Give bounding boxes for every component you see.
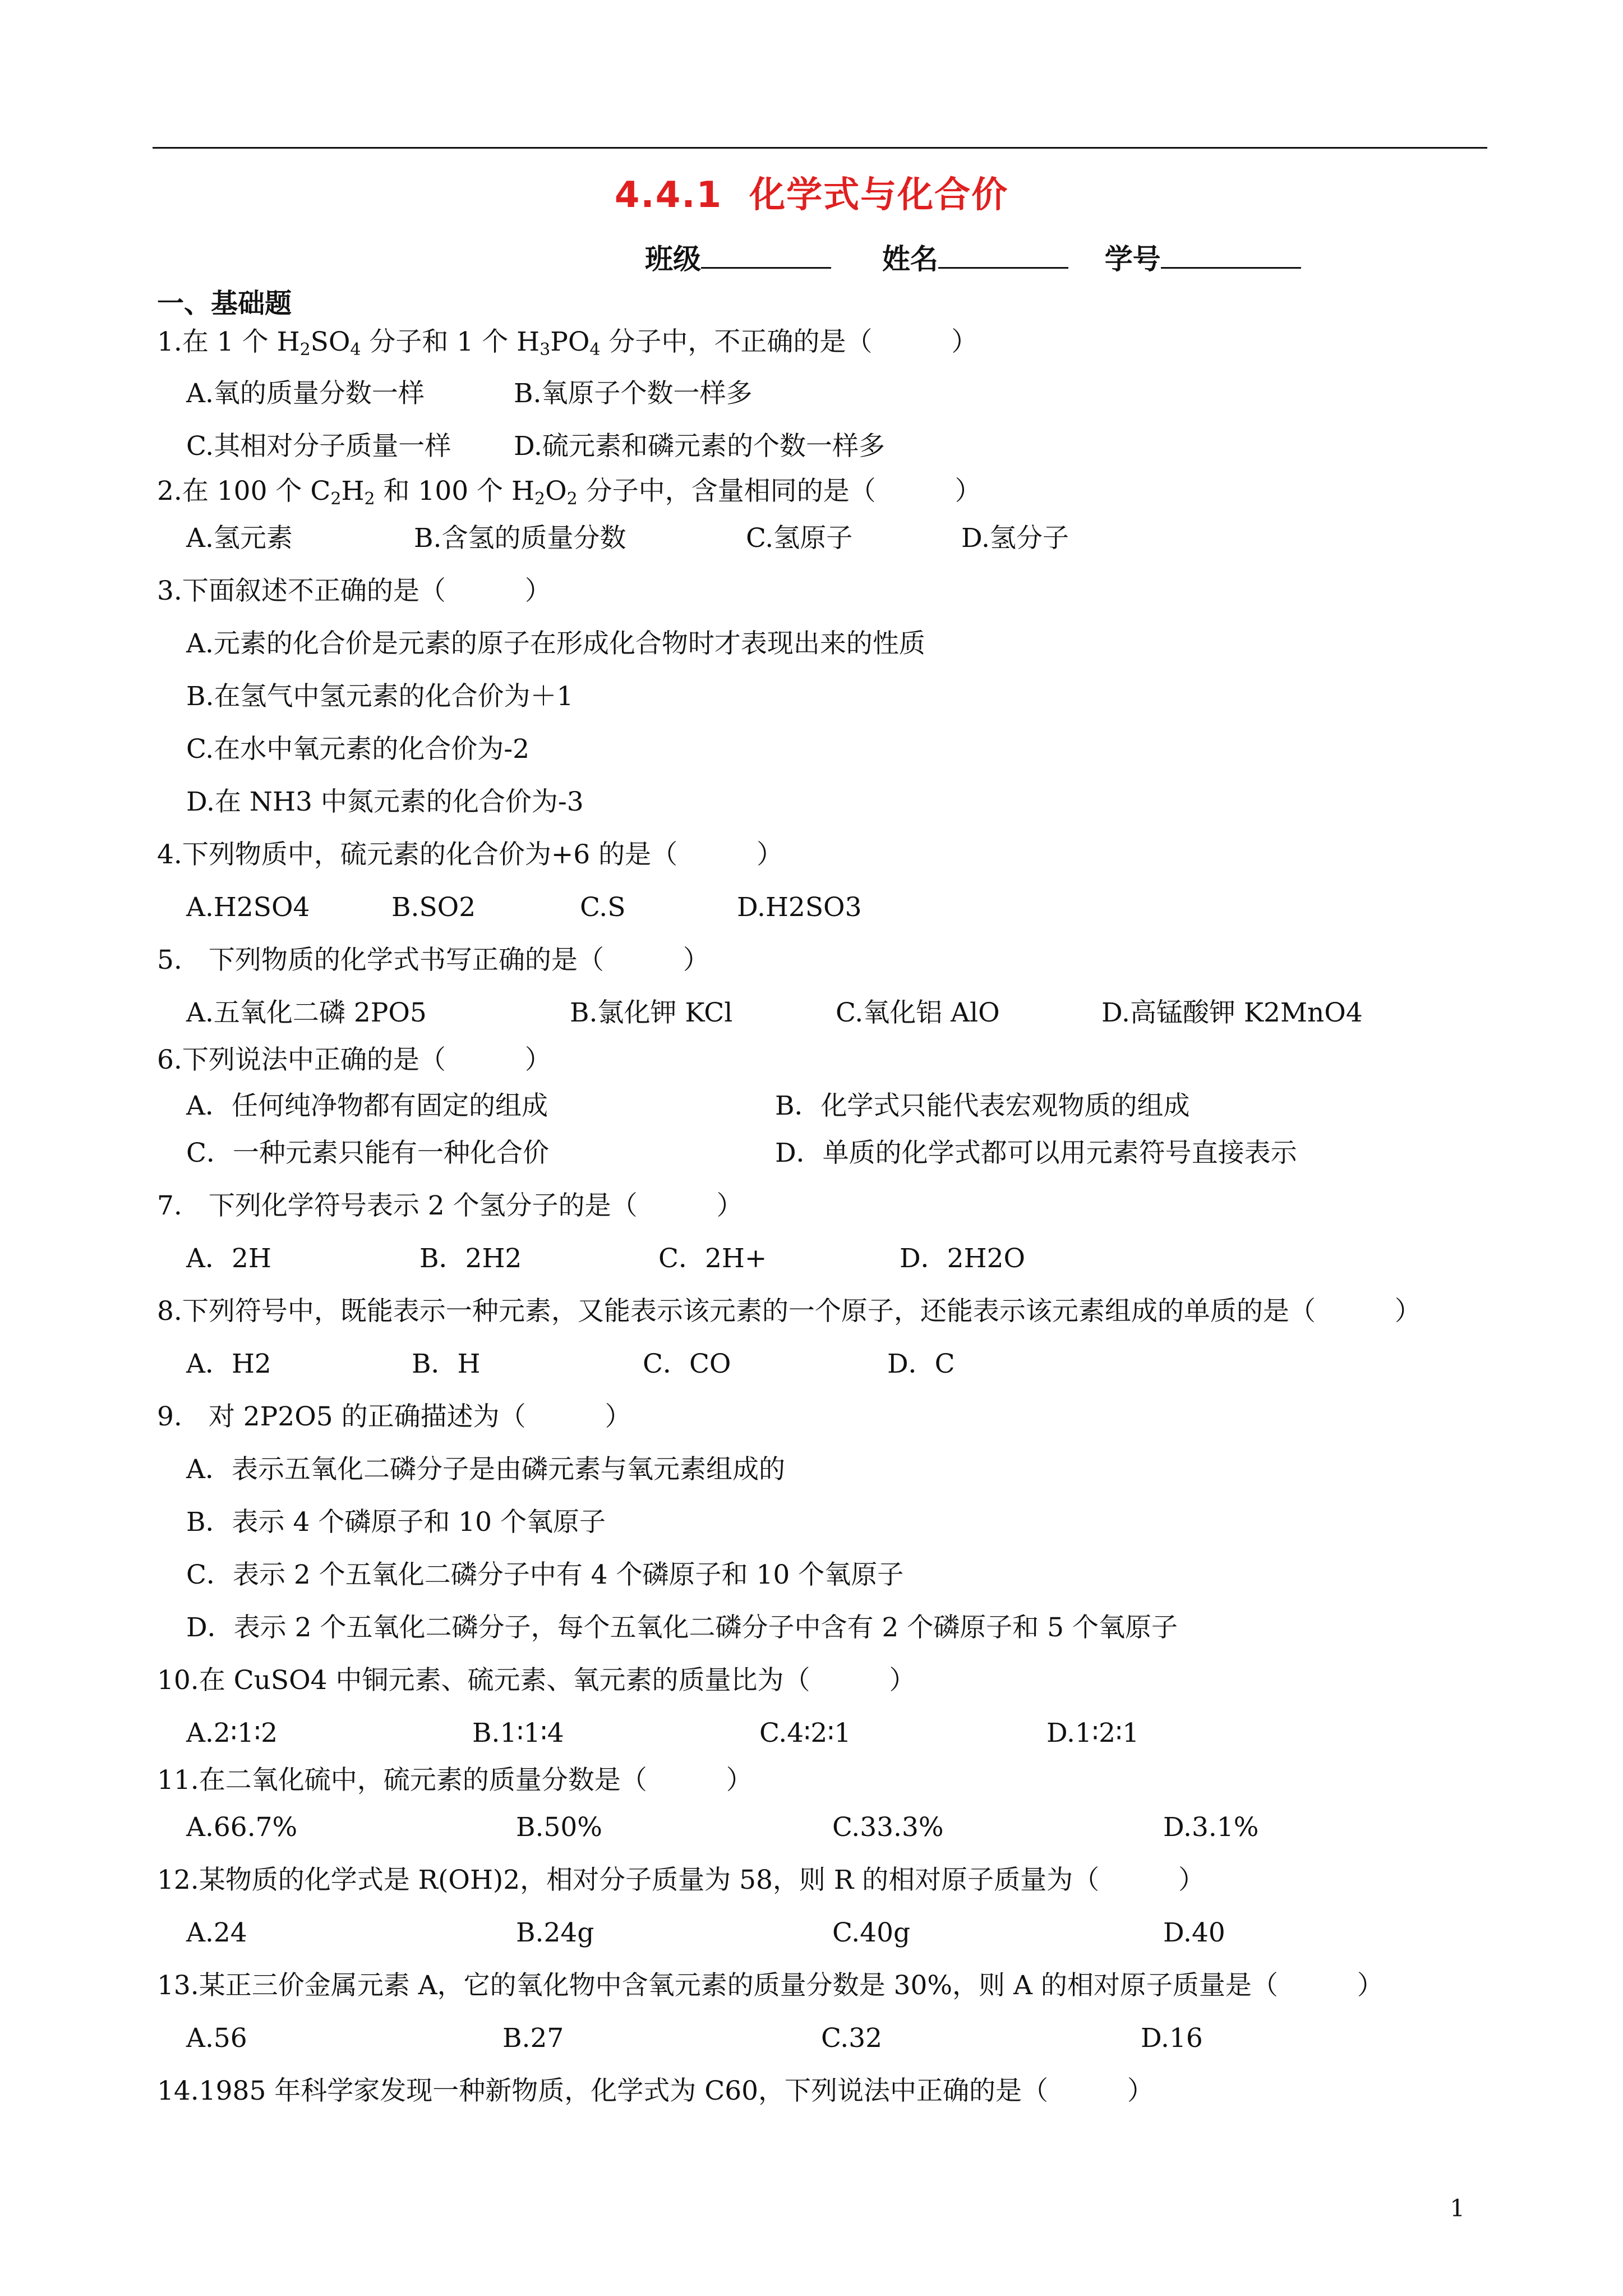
option-c[interactable]: C．CO [643, 1349, 731, 1379]
option-row [157, 996, 1503, 1030]
header-rule [153, 147, 1487, 149]
option-d[interactable]: D.16 [1141, 2023, 1203, 2054]
title-text: 化学式与化合价 [749, 174, 1009, 216]
title-number: 4.4.1 [614, 174, 723, 216]
option-a[interactable]: A.2∶1∶2 [186, 1718, 278, 1749]
name-blank[interactable] [938, 242, 1068, 269]
option-a[interactable]: A．2H [186, 1243, 271, 1274]
option-b[interactable]: B.氧原子个数一样多 [514, 378, 753, 409]
option-a[interactable]: A．任何纯净物都有固定的组成 [186, 1091, 548, 1121]
option-d[interactable]: D.H2SO3 [737, 892, 862, 923]
option-b[interactable]: B.氯化钾 KCl [570, 997, 733, 1028]
option-c[interactable]: C.在水中氧元素的化合价为-2 [186, 734, 530, 765]
student-id-blank[interactable] [1161, 242, 1301, 269]
option-c[interactable]: C.4∶2∶1 [759, 1718, 851, 1749]
option-a[interactable]: A．H2 [186, 1349, 271, 1379]
option-a[interactable]: A.H2SO4 [186, 892, 310, 923]
option-d[interactable]: D.硫元素和磷元素的个数一样多 [514, 431, 885, 462]
page-title [0, 166, 1623, 218]
option-c[interactable]: C.32 [821, 2023, 883, 2054]
option-row [157, 522, 1503, 555]
option-b[interactable]: B．H [412, 1349, 481, 1379]
option-c[interactable]: C.氢原子 [746, 523, 853, 554]
option-d[interactable]: D.高锰酸钾 K2MnO4 [1101, 997, 1363, 1028]
option-row [157, 1242, 1503, 1276]
option-c[interactable]: C．表示 2 个五氧化二磷分子中有 4 个磷原子和 10 个氧原子 [186, 1559, 904, 1590]
option-c[interactable]: C.S [580, 892, 626, 923]
option-row [157, 430, 1503, 463]
option-b[interactable]: B.含氢的质量分数 [414, 523, 626, 554]
option-a[interactable]: A.元素的化合价是元素的原子在形成化合物时才表现出来的性质 [186, 628, 925, 659]
option-b[interactable]: B．化学式只能代表宏观物质的组成 [775, 1091, 1190, 1121]
option-b[interactable]: B．表示 4 个磷原子和 10 个氧原子 [186, 1507, 606, 1538]
class-label: 班级 [645, 243, 701, 275]
question-stem: 7. 下列化学符号表示 2 个氢分子的是（ ） [157, 1190, 743, 1221]
question-list [157, 325, 1503, 2108]
option-a[interactable]: A.五氧化二磷 2PO5 [186, 997, 427, 1028]
question-stem: 8.下列符号中，既能表示一种元素，又能表示该元素的一个原子，还能表示该元素组成的单质的是（ ） [157, 1296, 1421, 1327]
option-c[interactable]: C.其相对分子质量一样 [186, 431, 451, 462]
option-row [157, 1137, 1503, 1170]
option-c[interactable]: C.33.3% [832, 1812, 944, 1843]
option-a[interactable]: A.24 [186, 1917, 247, 1948]
question-stem: 4.下列物质中，硫元素的化合价为+6 的是（ ） [157, 839, 783, 870]
option-c[interactable]: C．一种元素只能有一种化合价 [186, 1138, 549, 1168]
option-c[interactable]: C．2H+ [658, 1243, 767, 1274]
option-row [157, 377, 1503, 411]
option-b[interactable]: B．2H2 [419, 1243, 522, 1274]
option-a[interactable]: A．表示五氧化二磷分子是由磷元素与氧元素组成的 [186, 1454, 785, 1485]
section-title: 一、基础题 [157, 288, 292, 319]
option-a[interactable]: A.66.7% [186, 1812, 298, 1843]
question-stem: 10.在 CuSO4 中铜元素、硫元素、氧元素的质量比为（ ） [157, 1665, 916, 1696]
option-d[interactable]: D.3.1% [1163, 1812, 1259, 1843]
page-number: 1 [1450, 2194, 1465, 2222]
question-stem: 13.某正三价金属元素 A，它的氧化物中含氧元素的质量分数是 30%，则 A 的相对原子质量是（ ） [157, 1970, 1384, 2001]
option-a[interactable]: A.56 [186, 2023, 247, 2054]
option-d[interactable]: D．单质的化学式都可以用元素符号直接表示 [775, 1138, 1297, 1168]
option-row [157, 1811, 1503, 1844]
option-a[interactable]: A.氧的质量分数一样 [186, 378, 425, 409]
option-a[interactable]: A.氢元素 [186, 523, 293, 554]
option-row [157, 891, 1503, 924]
option-d[interactable]: D．表示 2 个五氧化二磷分子，每个五氧化二磷分子中含有 2 个磷原子和 5 个氧原子 [186, 1612, 1178, 1643]
student-info-line [645, 237, 1301, 277]
option-b[interactable]: B.SO2 [391, 892, 476, 923]
question-stem: 1.在 1 个 $H_2SO_4$ 分子和 1 个 $H_3PO_4$ 分子中，不正确的是（ ） [157, 326, 978, 360]
option-b[interactable]: B.27 [502, 2023, 564, 2054]
question-stem: 14.1985 年科学家发现一种新物质，化学式为 C60，下列说法中正确的是（ ） [157, 2076, 1154, 2106]
question-stem: 11.在二氧化硫中，硫元素的质量分数是（ ） [157, 1765, 753, 1796]
option-b[interactable]: B.在氢气中氢元素的化合价为＋1 [186, 681, 574, 712]
option-d[interactable]: D.1∶2∶1 [1046, 1718, 1140, 1749]
option-d[interactable]: D.在 NH3 中氮元素的化合价为-3 [186, 786, 584, 817]
question-stem: 2.在 100 个 $C_2H_2$ 和 100 个 $H_2O_2$ 分子中，含量相同的是（ ） [157, 476, 981, 509]
option-d[interactable]: D．C [887, 1349, 955, 1379]
option-b[interactable]: B.1∶1∶4 [472, 1718, 564, 1749]
option-c[interactable]: C.氧化铝 AlO [836, 997, 1000, 1028]
question-stem: 5. 下列物质的化学式书写正确的是（ ） [157, 945, 709, 976]
option-d[interactable]: D．2H2O [900, 1243, 1026, 1274]
student-id-label: 学号 [1104, 243, 1161, 275]
option-b[interactable]: B.24g [516, 1917, 594, 1948]
option-row [157, 2022, 1503, 2055]
option-b[interactable]: B.50% [516, 1812, 602, 1843]
question-stem: 12.某物质的化学式是 R(OH)2，相对分子质量为 58，则 R 的相对原子质量为（ ） [157, 1865, 1205, 1895]
option-d[interactable]: D.氢分子 [961, 523, 1069, 554]
option-d[interactable]: D.40 [1163, 1917, 1225, 1948]
option-row [157, 1916, 1503, 1950]
option-c[interactable]: C.40g [832, 1917, 911, 1948]
option-row [157, 1717, 1503, 1750]
question-stem: 3.下面叙述不正确的是（ ） [157, 576, 551, 606]
name-label: 姓名 [882, 243, 938, 275]
option-row [157, 1347, 1503, 1381]
class-blank[interactable] [701, 242, 831, 269]
question-stem: 9. 对 2P2O5 的正确描述为（ ） [157, 1401, 631, 1432]
option-row [157, 1089, 1503, 1123]
question-stem: 6.下列说法中正确的是（ ） [157, 1045, 551, 1075]
